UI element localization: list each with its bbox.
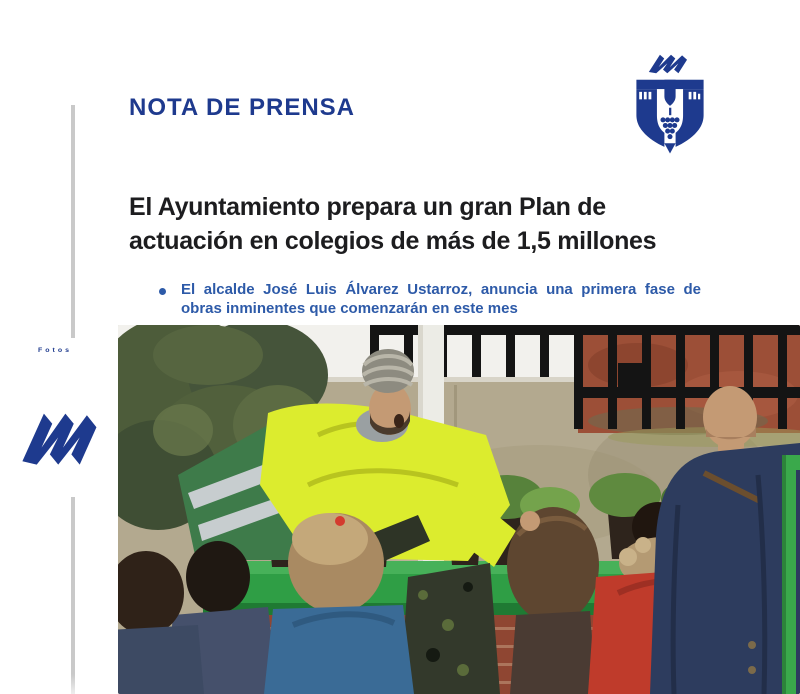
lead-bullet <box>181 280 701 318</box>
blue-rain-jacket <box>264 605 414 694</box>
bullet-line-2: obras inminentes que comenzarán en este mes <box>181 300 518 317</box>
margin-rule-top <box>71 105 75 338</box>
page-title: NOTA DE PRENSA <box>129 94 356 121</box>
brush-m-icon <box>20 400 106 468</box>
sidebar-micro-label: Fotos <box>38 347 73 354</box>
gate-lock-box <box>618 363 642 391</box>
city-crest-icon <box>618 48 722 160</box>
headline <box>129 190 729 258</box>
bullet-line-1: El alcalde José Luis Álvarez Ustarroz, anuncia una primera fase de <box>181 281 701 298</box>
red-hair-clip <box>335 516 345 526</box>
bullet-dot <box>159 288 166 295</box>
margin-rule-bottom <box>71 497 75 694</box>
headline-line-1: El Ayuntamiento prepara un gran Plan de <box>129 193 606 221</box>
child-head <box>186 541 250 613</box>
press-photo <box>118 325 800 694</box>
headline-line-2: actuación en colegios de más de 1,5 millones <box>129 227 657 255</box>
